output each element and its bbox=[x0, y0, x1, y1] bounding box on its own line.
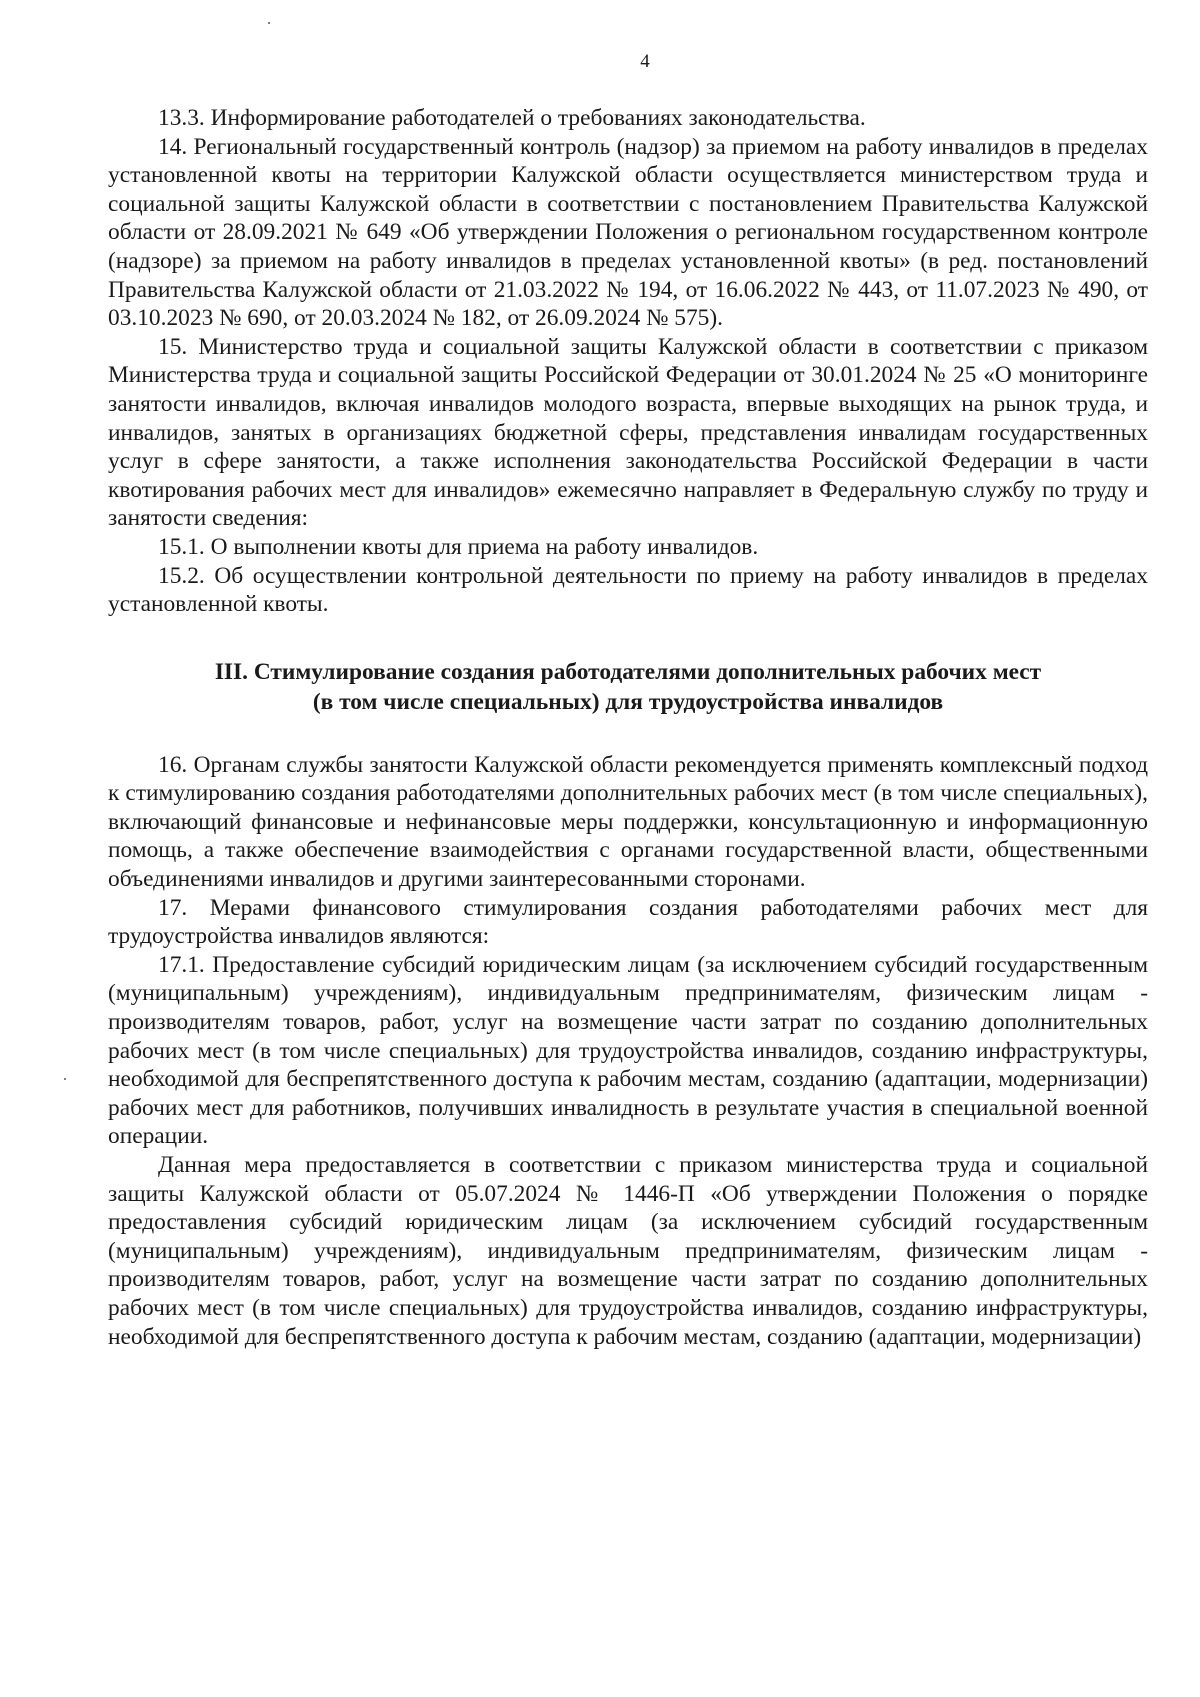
paragraph-15-2: 15.2. Об осуществлении контрольной деятельности по приему на работу инвалидов в пределах установленной квоты. bbox=[108, 562, 1148, 618]
page-number: 4 bbox=[640, 51, 650, 72]
paragraph-16: 16. Органам службы занятости Калужской области рекомендуется применять комплексный подход к стимулированию создания работодателями дополнительных рабочих мест (в том числе специальных), включающий финансовые и нефинансовые меры поддержки, консультационную и информационную помощь, а также обеспечение взаимодействия с органами государственной власти, общественными объединениями инвалидов и другими заинтересованными сторонами. bbox=[108, 751, 1148, 893]
paragraph-measure-details: Данная мера предоставляется в соответствии с приказом министерства труда и социальной защиты Калужской области от 05.07.2024 № 1446-П «Об утверждении Положения о порядке предоставления субсидий юридическим лицам (за исключением субсидий государственным (муниципальным) учреждениям), индивидуальным предпринимателям, физическим лицам - производителям товаров, работ, услуг на возмещение части затрат по созданию дополнительных рабочих мест (в том числе специальных) для трудоустройства инвалидов, созданию инфраструктуры, необходимой для беспрепятственного доступа к рабочим местам, созданию (адаптации, модернизации) bbox=[108, 1152, 1148, 1350]
paragraph-15-1: 15.1. О выполнении квоты для приема на работу инвалидов. bbox=[158, 533, 759, 560]
section-heading bbox=[108, 657, 1148, 717]
paragraph-17: 17. Мерами финансового стимулирования создания работодателями рабочих мест для трудоустройства инвалидов являются: bbox=[108, 894, 1148, 950]
paragraph-17-1: 17.1. Предоставление субсидий юридическим лицам (за исключением субсидий государственным (муниципальным) учреждениям), индивидуальным предпринимателям, физическим лицам - производителям товаров, работ, услуг на возмещение части затрат по созданию дополнительных рабочих мест (в том числе специальных) для трудоустройства инвалидов, созданию инфраструктуры, необходимой для беспрепятственного доступа к рабочим местам, созданию (адаптации, модернизации) рабочих мест для работников, получивших инвалидность в результате участия в специальной военной операции. bbox=[108, 951, 1148, 1150]
section-heading-line-1: III. Стимулирование создания работодателями дополнительных рабочих мест bbox=[214, 658, 1042, 685]
document-page bbox=[108, 50, 1148, 1351]
spacer bbox=[108, 619, 1148, 657]
scan-speck bbox=[64, 1078, 66, 1080]
section-heading-line-2: (в том числе специальных) для трудоустройства инвалидов bbox=[312, 688, 944, 715]
paragraph-14: 14. Региональный государственный контроль (надзор) за приемом на работу инвалидов в пределах установленной квоты на территории Калужской области осуществляется министерством труда и социальной защиты Калужской области в соответствии с постановлением Правительства Калужской области от 28.09.2021 № 649 «Об утверждении Положения о региональном государственном контроле (надзоре) за приемом на работу инвалидов в пределах установленной квоты» (в ред. постановлений Правительства Калужской области от 21.03.2022 № 194, от 16.06.2022 № 443, от 11.07.2023 № 490, от 03.10.2023 № 690, от 20.03.2024 № 182, от 26.09.2024 № 575). bbox=[108, 133, 1148, 332]
paragraph-13-3: 13.3. Информирование работодателей о требованиях законодательства. bbox=[158, 105, 866, 131]
paragraph-15: 15. Министерство труда и социальной защиты Калужской области в соответствии с приказом Министерства труда и социальной защиты Российской Федерации от 30.01.2024 № 25 «О мониторинге занятости инвалидов, включая инвалидов молодого возраста, впервые выходящих на рынок труда, и инвалидов, занятых в организациях бюджетной сферы, представления инвалидам государственных услуг в сфере занятости, а также исполнения законодательства Российской Федерации в части квотирования рабочих мест для инвалидов» ежемесячно направляет в Федеральную службу по труду и занятости сведения: bbox=[108, 333, 1148, 532]
spacer bbox=[108, 717, 1148, 751]
scan-speck bbox=[268, 22, 270, 24]
